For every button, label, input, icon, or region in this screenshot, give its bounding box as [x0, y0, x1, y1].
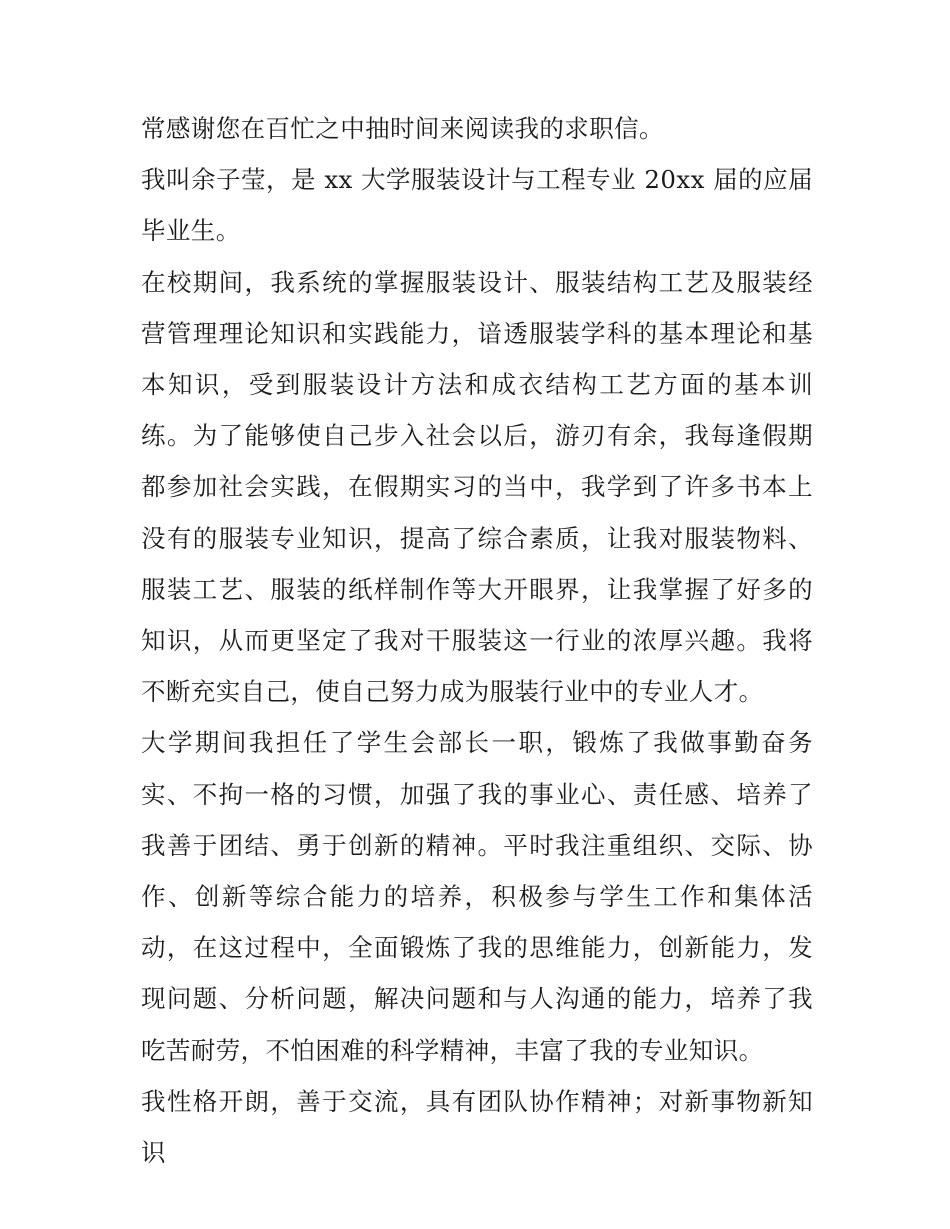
paragraph-education: 在校期间，我系统的掌握服装设计、服装结构工艺及服装经营管理理论知识和实践能力，谙透服装学科的基本理论和基本知识，受到服装设计方法和成衣结构工艺方面的基本训练。为了能够使自己步入社会以后，游刃有余，我每逢假期都参加社会实践，在假期实习的当中，我学到了许多书本上没有的服装专业知识，提高了综合素质，让我对服装物料、服装工艺、服装的纸样制作等大开眼界，让我掌握了好多的知识，从而更坚定了我对干服装这一行业的浓厚兴趣。我将不断充实自己，使自己努力成为服装行业中的专业人才。 [141, 267, 813, 707]
letter-body [141, 103, 813, 1178]
paragraph-student-union: 大学期间我担任了学生会部长一职，锻炼了我做事勤奋务实、不拘一格的习惯，加强了我的事业心、责任感、培养了我善于团结、勇于创新的精神。平时我注重组织、交际、协作、创新等综合能力的培养，积极参与学生工作和集体活动，在这过程中，全面锻炼了我的思维能力，创新能力，发现问题、分析问题，解决问题和与人沟通的能力，培养了我吃苦耐劳，不怕困难的科学精神，丰富了我的专业知识。 [141, 728, 813, 1065]
paragraph-thanks: 常感谢您在百忙之中抽时间来阅读我的求职信。 [141, 114, 664, 143]
paragraph-introduction: 我叫余子莹，是 xx 大学服装设计与工程专业 20xx 届的应届毕业生。 [141, 165, 813, 246]
paragraph-personality: 我性格开朗，善于交流，具有团队协作精神；对新事物新知识 [141, 1086, 813, 1168]
